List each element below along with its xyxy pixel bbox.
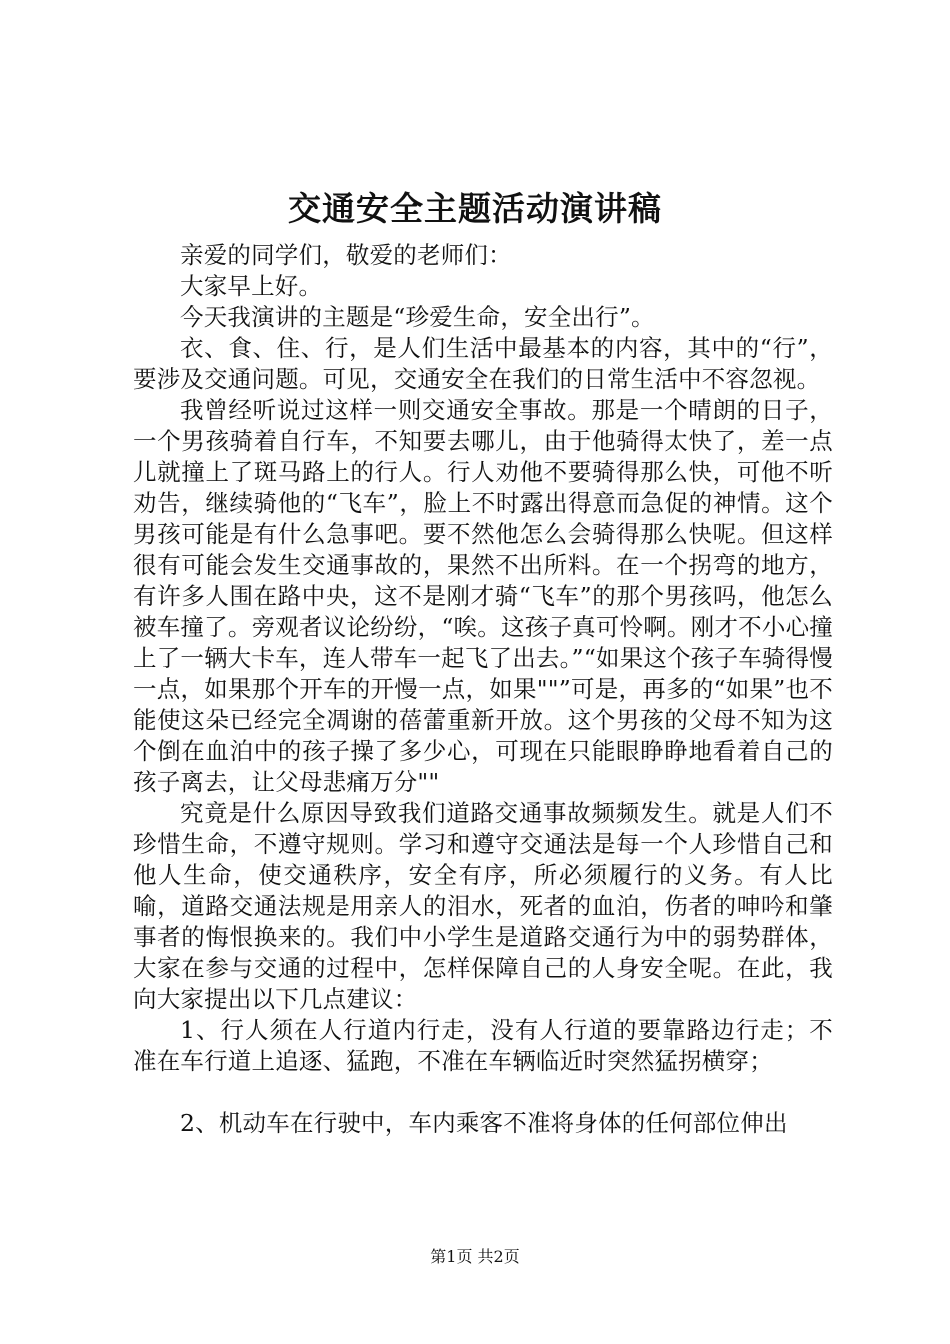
document-body [133,240,833,1139]
paragraph-topic: 今天我演讲的主题是“珍爱生命，安全出行”。 [180,303,655,331]
paragraph-salutation: 亲爱的同学们，敬爱的老师们： [180,241,512,269]
page-footer: 第1页 共2页 [430,1247,520,1266]
paragraph-suggestion-1: 1、行人须在人行道内行走，没有人行道的要靠路边行走；不准在车行道上追逐、猛跑，不准在车辆临近时突然猛拐横穿； [133,1016,833,1075]
paragraph-story: 我曾经听说过这样一则交通安全事故。那是一个晴朗的日子，一个男孩骑着自行车，不知要去哪儿，由于他骑得太快了，差一点儿就撞上了斑马路上的行人。行人劝他不要骑得那么快，可他不听劝告，继续骑他的“飞车”，脸上不时露出得意而急促的神情。这个男孩可能是有什么急事吧。要不然他怎么会骑得那么快呢。但这样很有可能会发生交通事故的，果然不出所料。在一个拐弯的地方，有许多人围在路中央，这不是刚才骑“飞车”的那个男孩吗，他怎么被车撞了。旁观者议论纷纷，“唉。这孩子真可怜啊。刚才不小心撞上了一辆大卡车，连人带车一起飞了出去。”“如果这个孩子车骑得慢一点，如果那个开车的开慢一点，如果""”可是，再多的“如果”也不能使这朵已经完全凋谢的蓓蕾重新开放。这个男孩的父母不知为这个倒在血泊中的孩子操了多少心，可现在只能眼睁睁地看着自己的孩子离去，让父母悲痛万分"" [133,396,833,796]
paragraph-intro: 衣、食、住、行，是人们生活中最基本的内容，其中的“行”，要涉及交通问题。可见，交通安全在我们的日常生活中不容忽视。 [133,334,833,393]
document-title: 交通安全主题活动演讲稿 [288,189,662,228]
paragraph-suggestion-2: 2、机动车在行驶中，车内乘客不准将身体的任何部位伸出 [180,1109,788,1137]
paragraph-reasons: 究竟是什么原因导致我们道路交通事故频频发生。就是人们不珍惜生命，不遵守规则。学习和遵守交通法是每一个人珍惜自己和他人生命，使交通秩序，安全有序，所必须履行的义务。有人比喻，道路交通法规是用亲人的泪水，死者的血泊，伤者的呻吟和肇事者的悔恨换来的。我们中小学生是道路交通行为中的弱势群体，大家在参与交通的过程中，怎样保障自己的人身安全呢。在此，我向大家提出以下几点建议： [133,799,833,1013]
paragraph-greeting: 大家早上好。 [180,272,323,300]
